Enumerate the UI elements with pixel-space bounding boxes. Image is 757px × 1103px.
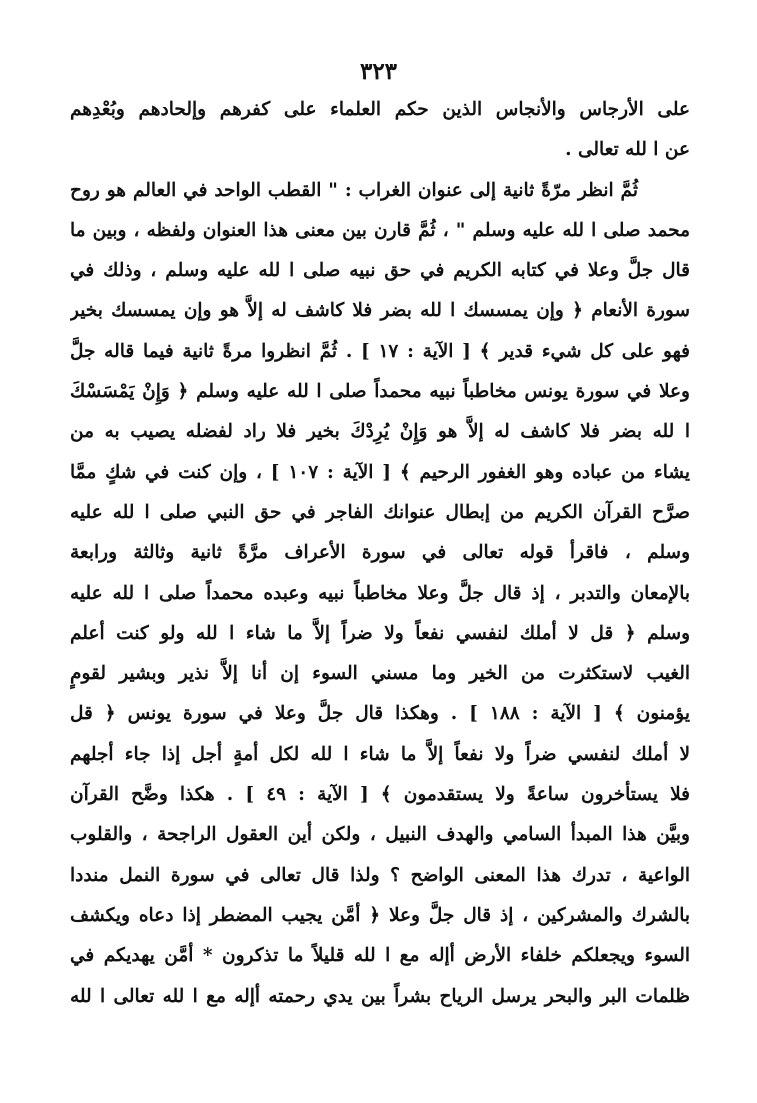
text-line: يؤمنون ﴾ [ الآية : ١٨٨ ] . وهكذا قال جلَّ وعلا في سورة يونس ﴿ قل [70, 703, 690, 725]
text-line: عن ا لله تعالى . [565, 139, 690, 161]
text-line: الواعية ، تدرك هذا المعنى الواضح ؟ ولذا قال تعالى في سورة النمل منددا [70, 864, 690, 886]
text-line: لا أملك لنفسي ضراً ولا نفعاً إلاَّ ما شاء ا لله لكل أمةٍ أجل إذا جاء أجلهم [70, 743, 690, 765]
text-line: وسلم ﴿ قل لا أملك لنفسي نفعاً ولا ضراً إلاَّ ما شاء ا لله ولو كنت أعلم [70, 622, 690, 644]
text-line: وسلم ، فاقرأ قوله تعالى في سورة الأعراف مرَّةً ثانية وثالثة ورابعة [70, 542, 690, 564]
body-text [70, 90, 690, 1017]
text-line: سورة الأنعام ﴿ وإن يمسسك ا لله بضر فلا كاشف له إلاَّ هو وإن يمسسك بخير [70, 300, 690, 322]
page-number: ٣٢٣ [359, 58, 398, 85]
text-line: ثُمَّ انظر مرّةً ثانية إلى عنوان الغراب : " القطب الواحد في العالم هو روح [70, 179, 638, 201]
text-line: فهو على كل شيء قدير ﴾ [ الآية : ١٧ ] . ثُمَّ انظروا مرةً ثانية فيما قاله جلَّ [70, 340, 690, 362]
text-line: الغيب لاستكثرت من الخير وما مسني السوء إن أنا إلاَّ نذير وبشير لقومٍ [70, 663, 690, 685]
text-line: بالإمعان والتدبر ، إذ قال جلَّ وعلا مخاطباً نبيه وعبده محمداً صلى ا لله عليه [70, 582, 690, 604]
text-line: السوء ويجعلكم خلفاء الأرض أإله مع ا لله قليلاً ما تذكرون * أمَّن يهديكم في [70, 945, 690, 967]
text-line: ظلمات البر والبحر يرسل الرياح بشراً بين يدي رحمته أإله مع ا لله تعالى ا لله [70, 985, 690, 1007]
text-line: يشاء من عباده وهو الغفور الرحيم ﴾ [ الآية : ١٠٧ ] ، وإن كنت في شكٍ ممَّا [70, 461, 690, 483]
text-line: وبيَّن هذا المبدأ السامي والهدف النبيل ، ولكن أين العقول الراجحة ، والقلوب [70, 824, 690, 846]
text-line: ا لله بضر فلا كاشف له إلاَّ هو وَإِنْ يُرِدْكَ بخير فلا راد لفضله يصيب به من [70, 421, 690, 443]
text-line: محمد صلى ا لله عليه وسلم " ، ثُمَّ قارن بين معنى هذا العنوان ولفظه ، وبين ما [70, 219, 690, 241]
text-line: صرَّح القرآن الكريم من إبطال عنوانك الفاجر في حق النبي صلى ا لله عليه [70, 501, 690, 523]
text-line: فلا يستأخرون ساعةً ولا يستقدمون ﴾ [ الآية : ٤٩ ] . هكذا وضَّح القرآن [70, 784, 690, 806]
text-line: قال جلَّ وعلا في كتابه الكريم في حق نبيه صلى ا لله عليه وسلم ، وذلك في [70, 260, 690, 282]
text-line: بالشرك والمشركين ، إذ قال جلَّ وعلا ﴿ أمَّن يجيب المضطر إذا دعاه ويكشف [70, 904, 690, 926]
text-line: وعلا في سورة يونس مخاطباً نبيه محمداً صلى ا لله عليه وسلم ﴿ وَإِنْ يَمْسَسْكَ [70, 381, 690, 403]
text-line: على الأرجاس والأنجاس الذين حكم العلماء على كفرهم وإلحادهم وبُعْدِهم [70, 99, 690, 120]
